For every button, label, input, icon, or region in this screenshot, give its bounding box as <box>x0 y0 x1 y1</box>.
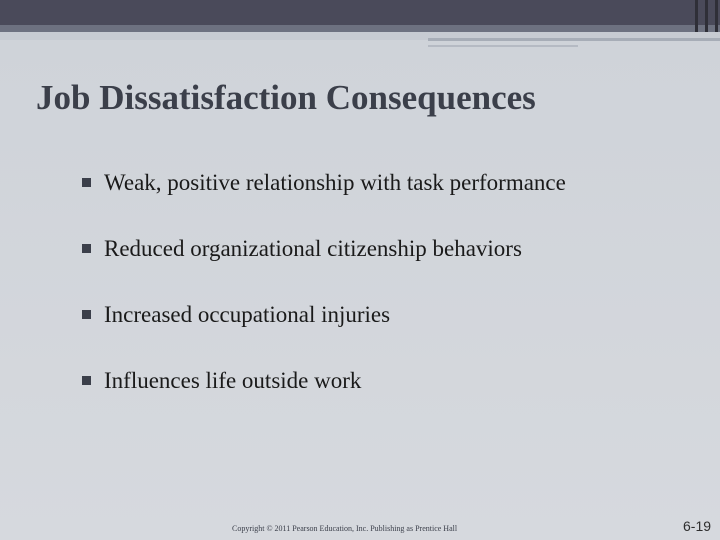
bullet-text: Influences life outside work <box>104 368 362 393</box>
bullet-text: Reduced organizational citizenship behaviors <box>104 236 522 261</box>
decorative-line <box>428 45 578 47</box>
header-band-accent <box>0 25 720 32</box>
bullet-text: Increased occupational injuries <box>104 302 391 327</box>
decorative-line <box>428 38 720 41</box>
decorative-bar <box>715 0 718 32</box>
bullet-square-icon <box>82 244 91 253</box>
bullet-square-icon <box>82 376 91 385</box>
decorative-bar <box>695 0 698 32</box>
bullet-text: Weak, positive relationship with task performance <box>104 170 566 195</box>
bullet-square-icon <box>82 310 91 319</box>
decorative-bar <box>705 0 708 32</box>
header-band <box>0 0 720 25</box>
copyright-notice: Copyright © 2011 Pearson Education, Inc. Publishing as Prentice Hall <box>232 524 458 533</box>
slide-number: 6-19 <box>683 518 712 534</box>
slide-title: Job Dissatisfaction Consequences <box>36 78 536 117</box>
bullet-square-icon <box>82 178 91 187</box>
